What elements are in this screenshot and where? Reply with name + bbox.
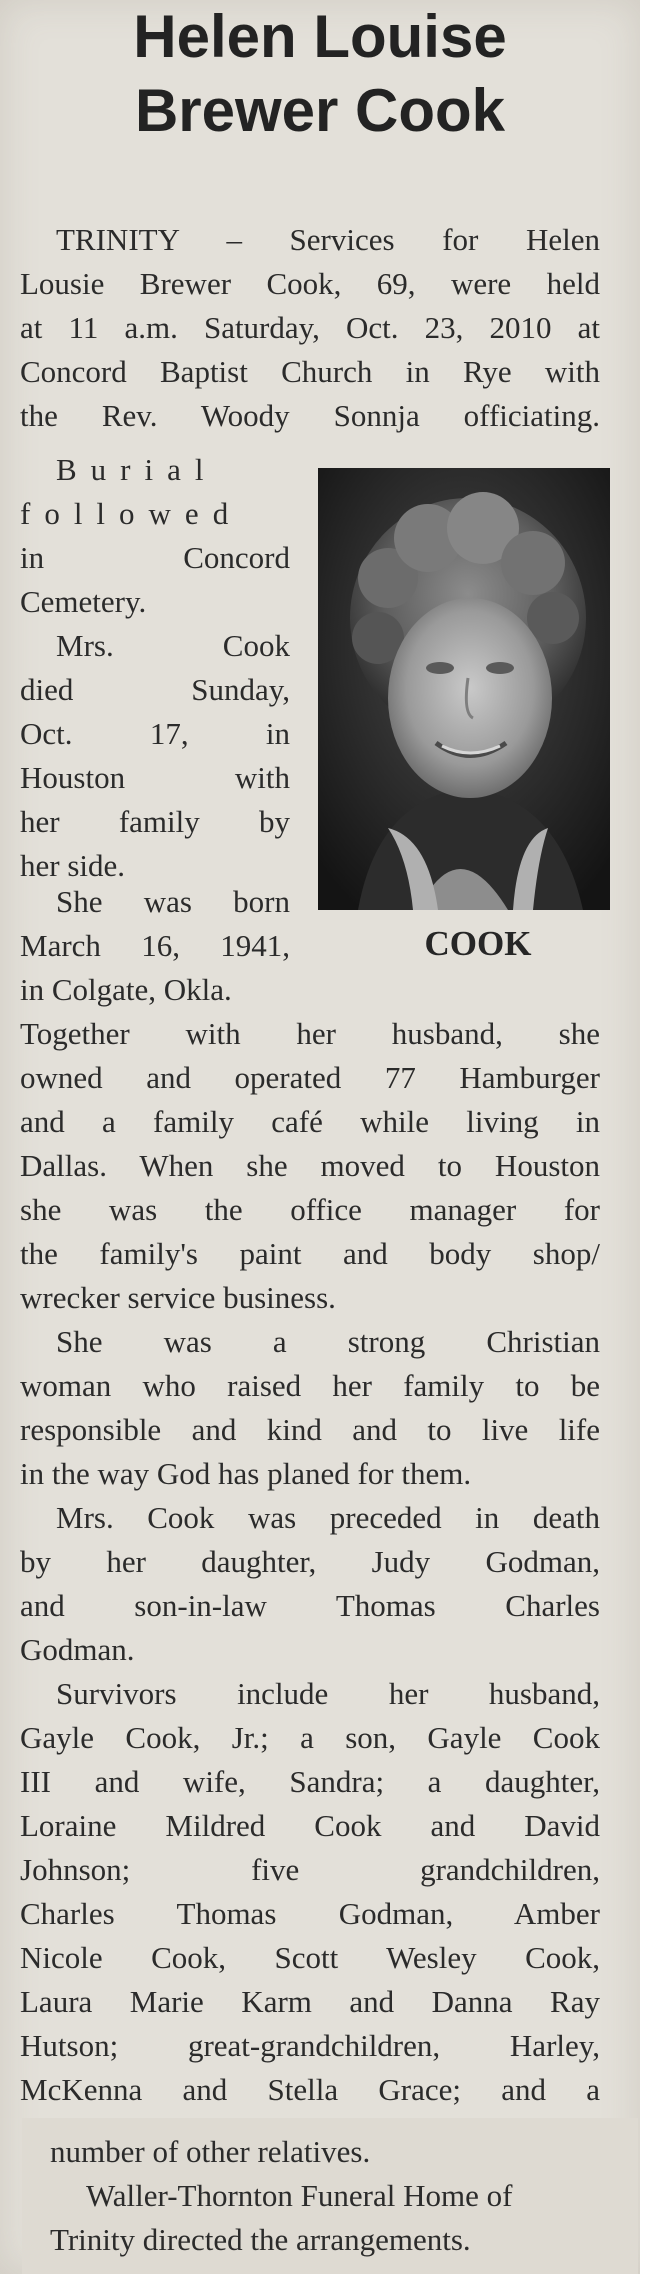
body-line: followed [20, 496, 243, 531]
body-line: Loraine Mildred Cook and David [20, 1808, 600, 1843]
body-line: at 11 a.m. Saturday, Oct. 23, 2010 at [20, 310, 600, 345]
body-line: Charles Thomas Godman, Amber [20, 1896, 600, 1931]
body-line: Survivors include her husband, [56, 1676, 600, 1711]
body-line: in the way God has planed for them. [20, 1456, 472, 1491]
body-line: Laura Marie Karm and Danna Ray [20, 1984, 600, 2019]
body-line: by her daughter, Judy Godman, [20, 1544, 600, 1579]
body-line: the Rev. Woody Sonnja officiating. [20, 398, 600, 433]
body-line: Godman. [20, 1632, 135, 1667]
body-line: Waller-Thornton Funeral Home of [86, 2178, 513, 2213]
body-line: Nicole Cook, Scott Wesley Cook, [20, 1940, 600, 1975]
body-line: She was a strong Christian [56, 1324, 600, 1359]
body-line: responsible and kind and to live life [20, 1412, 600, 1447]
body-line: Oct. 17, in [20, 716, 290, 751]
body-line: She was born [56, 884, 290, 919]
body-line: died Sunday, [20, 672, 290, 707]
body-line: wrecker service business. [20, 1280, 336, 1315]
body-line: Concord Baptist Church in Rye with [20, 354, 600, 389]
body-line: March 16, 1941, [20, 928, 290, 963]
body-line: Dallas. When she moved to Houston [20, 1148, 600, 1183]
body-line: in Concord [20, 540, 290, 575]
body-line: Burial [56, 452, 218, 487]
body-line: and a family café while living in [20, 1104, 600, 1139]
body-line: Gayle Cook, Jr.; a son, Gayle Cook [20, 1720, 600, 1755]
body-line: TRINITY – Services for Helen [56, 222, 600, 257]
body-line: Together with her husband, she [20, 1016, 600, 1051]
body-line: the family's paint and body shop/ [20, 1236, 600, 1271]
body-line: Cemetery. [20, 584, 147, 619]
headline-line-2: Brewer Cook [134, 77, 506, 144]
body-line: Mrs. Cook was preceded in death [56, 1500, 600, 1535]
portrait-image [318, 468, 610, 910]
body-line: number of other relatives. [50, 2134, 371, 2169]
body-line: she was the office manager for [20, 1192, 600, 1227]
body-line: and son-in-law Thomas Charles [20, 1588, 600, 1623]
body-line: her side. [20, 848, 126, 883]
body-line: owned and operated 77 Hamburger [20, 1060, 600, 1095]
body-line: III and wife, Sandra; a daughter, [20, 1764, 600, 1799]
obituary-headline [40, 0, 600, 148]
headline-line-1: Helen Louise [133, 3, 507, 70]
body-line: woman who raised her family to be [20, 1368, 600, 1403]
body-line: Houston with [20, 760, 290, 795]
body-line: Hutson; great-grandchildren, Harley, [20, 2028, 600, 2063]
body-line: her family by [20, 804, 290, 839]
body-line: Lousie Brewer Cook, 69, were held [20, 266, 600, 301]
body-line: Mrs. Cook [56, 628, 290, 663]
body-line: in Colgate, Okla. [20, 972, 232, 1007]
portrait-photo [318, 468, 610, 910]
photo-caption: COOK [424, 924, 532, 963]
body-line: McKenna and Stella Grace; and a [20, 2072, 600, 2107]
body-line: Trinity directed the arrangements. [50, 2222, 471, 2257]
body-line: Johnson; five grandchildren, [20, 1852, 600, 1887]
